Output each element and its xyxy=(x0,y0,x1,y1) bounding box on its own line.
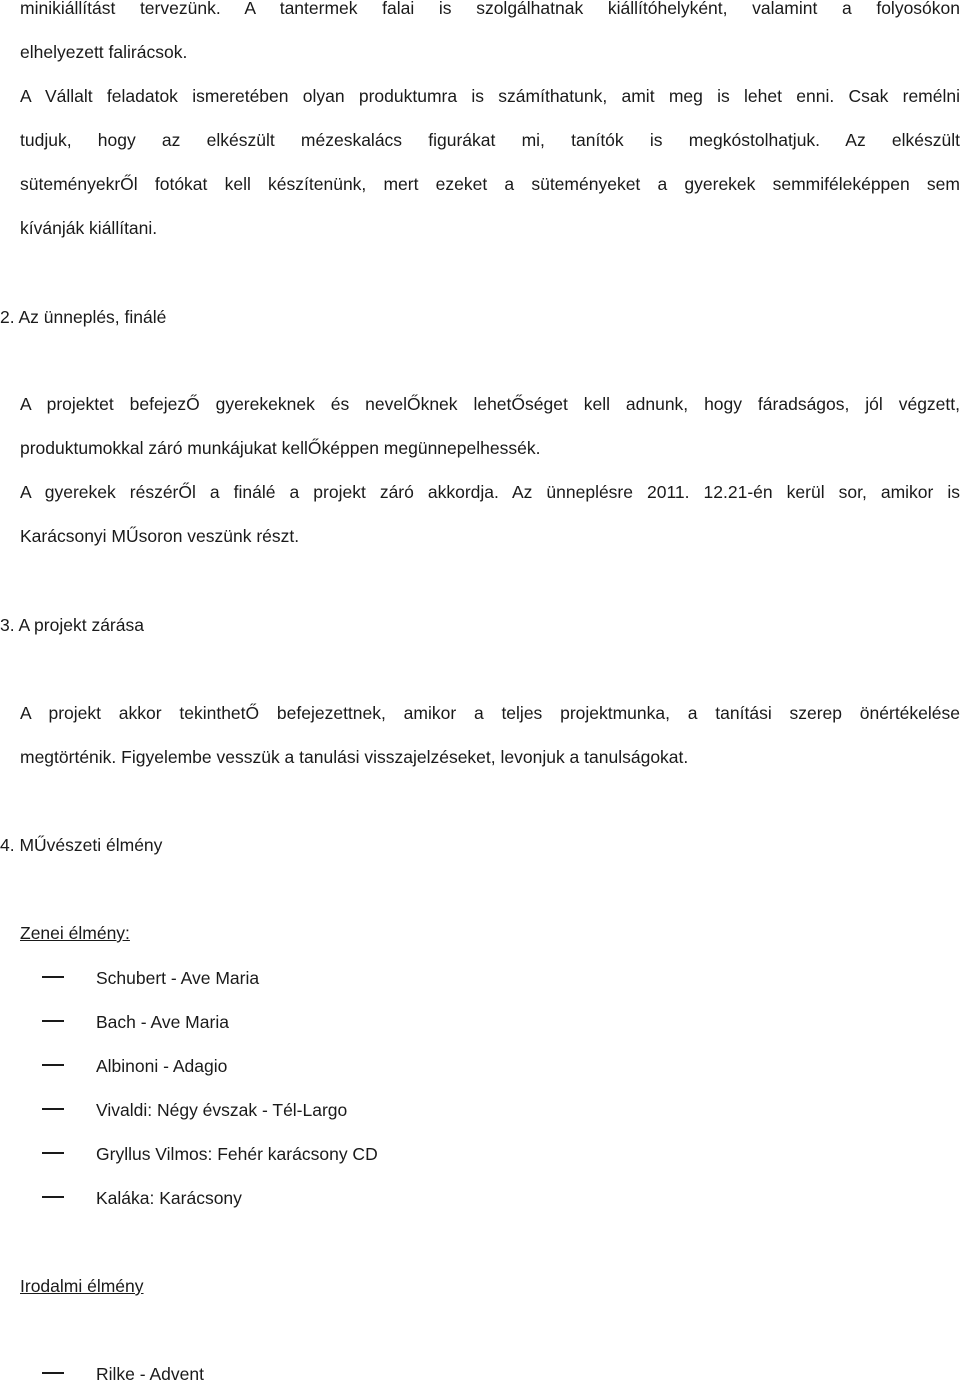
list-item-text: Schubert - Ave Maria xyxy=(96,968,260,988)
list-item xyxy=(0,1132,960,1176)
section-heading: 2. Az ünneplés, finálé xyxy=(0,307,167,327)
section-heading: 3. A projekt zárása xyxy=(0,615,144,635)
dash-bullet-icon xyxy=(42,1196,64,1198)
section2-line: Karácsonyi MŰsoron veszünk részt. xyxy=(20,526,300,546)
section3-paragraph xyxy=(20,691,960,779)
section2-paragraph xyxy=(20,382,960,558)
section-heading: 4. MŰvészeti élmény xyxy=(0,835,163,855)
music-subheading: Zenei élmény: xyxy=(20,923,130,943)
list-item-text: Rilke - Advent xyxy=(96,1364,204,1384)
intro-line: kívánják kiállítani. xyxy=(20,218,158,238)
list-item-text: Kaláka: Karácsony xyxy=(96,1188,242,1208)
intro-line: elhelyezett falirácsok. xyxy=(20,42,188,62)
section2-line: produktumokkal záró munkájukat kellŐképpen megünnepelhessék. xyxy=(20,438,541,458)
intro-line: minikiállítást tervezünk. A tantermek falai is szolgálhatnak kiállítóhelyként, valamint a folyosókon xyxy=(20,0,960,18)
section3-line: megtörténik. Figyelembe vesszük a tanulási visszajelzéseket, levonjuk a tanulságokat. xyxy=(20,747,689,767)
dash-bullet-icon xyxy=(42,1372,64,1374)
list-item xyxy=(0,1000,960,1044)
list-item-text: Vivaldi: Négy évszak - Tél-Largo xyxy=(96,1100,348,1120)
dash-bullet-icon xyxy=(42,1020,64,1022)
list-item-text: Bach - Ave Maria xyxy=(96,1012,229,1032)
literature-list xyxy=(0,1352,960,1396)
intro-line: tudjuk, hogy az elkészült mézeskalács figurákat mi, tanítók is megkóstolhatjuk. Az elkészült xyxy=(20,130,960,150)
section3-line: A projekt akkor tekinthetŐ befejezettnek, amikor a teljes projektmunka, a tanítási szerep önértékelése xyxy=(20,703,960,723)
intro-line: süteményekrŐl fotókat kell készítenünk, mert ezeket a süteményeket a gyerekek semmiféleképpen sem xyxy=(20,174,960,194)
section2-line: A gyerekek részérŐl a finálé a projekt záró akkordja. Az ünneplésre 2011. 12.21-én kerül sor, amikor is xyxy=(20,482,960,502)
list-item-text: Gryllus Vilmos: Fehér karácsony CD xyxy=(96,1144,378,1164)
list-item xyxy=(0,1088,960,1132)
list-item xyxy=(0,956,960,1000)
list-item xyxy=(0,1044,960,1088)
section2-line: A projektet befejezŐ gyerekeknek és nevelŐknek lehetŐséget kell adnunk, hogy fáradságos, jól végzett, xyxy=(20,394,960,414)
dash-bullet-icon xyxy=(42,976,64,978)
intro-paragraph xyxy=(20,0,960,250)
literature-subheading: Irodalmi élmény xyxy=(20,1276,144,1296)
intro-line: A Vállalt feladatok ismeretében olyan produktumra is számíthatunk, amit meg is lehet enni. Csak remélni xyxy=(20,86,960,106)
music-list xyxy=(0,956,960,1220)
list-item xyxy=(0,1352,960,1396)
list-item-text: Albinoni - Adagio xyxy=(96,1056,228,1076)
dash-bullet-icon xyxy=(42,1064,64,1066)
dash-bullet-icon xyxy=(42,1108,64,1110)
list-item xyxy=(0,1176,960,1220)
dash-bullet-icon xyxy=(42,1152,64,1154)
